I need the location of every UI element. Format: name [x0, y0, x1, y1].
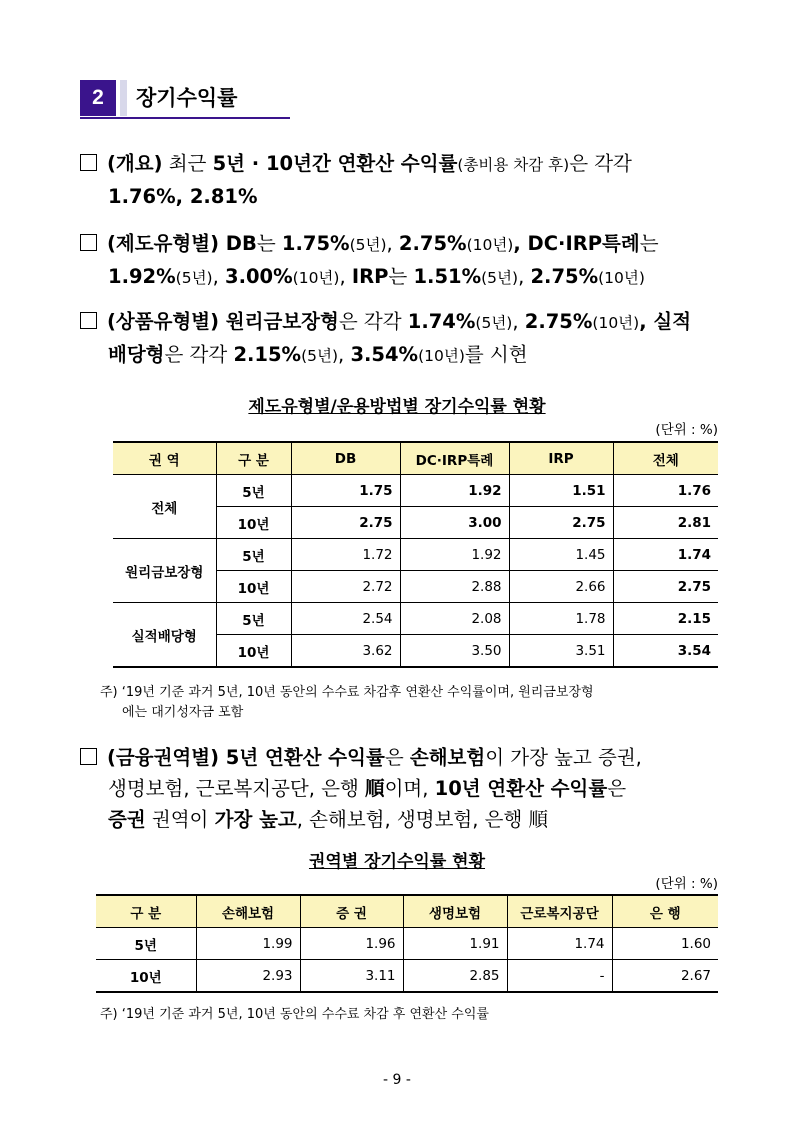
table-row: [96, 928, 718, 960]
bullet-text: 최근: [162, 152, 213, 175]
value-cell: 3.00: [400, 507, 509, 539]
value-cell: 3.11: [300, 960, 403, 993]
bullet-bold: 順: [365, 777, 385, 800]
table-header-cell: 증 권: [300, 895, 403, 928]
table1-title: 제도유형별/운용방법별 장기수익률 현황: [248, 397, 546, 417]
irp-label: IRP: [351, 265, 389, 288]
value-cell: 1.76: [613, 475, 718, 507]
value-cell: 1.92: [400, 539, 509, 571]
bullet-text: 를 시현: [464, 343, 528, 366]
table-row: [113, 603, 718, 635]
table-header-cell: DC·IRP특례: [400, 442, 509, 475]
group-label: 원리금보장형: [113, 539, 216, 603]
db-5y: 1.75%: [281, 232, 350, 255]
irp-10y: 2.75%: [530, 265, 599, 288]
value-cell: 2.81: [613, 507, 718, 539]
bullet-bold: 5년 · 10년간 연환산 수익률: [212, 152, 458, 175]
period-cell: 5년: [96, 928, 196, 960]
value-cell: 2.88: [400, 571, 509, 603]
value-cell: 3.62: [291, 635, 400, 668]
value-cell: 1.75: [291, 475, 400, 507]
value-cell: 1.78: [509, 603, 613, 635]
bullet-text: 권역이: [145, 808, 215, 831]
period-cell: 10년: [216, 635, 291, 668]
value-cell: 1.92: [400, 475, 509, 507]
table-header-cell: 생명보험: [403, 895, 507, 928]
bullet-bold: 가장 높고: [214, 808, 297, 831]
table-row: [113, 539, 718, 571]
bullet-text: 는: [388, 265, 414, 288]
bullet-text: 이 가장 높고 증권,: [485, 746, 642, 769]
table1-footnote: [100, 683, 730, 723]
period-5y: (5년): [475, 314, 513, 332]
bullet-text: 이며,: [384, 777, 435, 800]
table-header-cell: 은 행: [612, 895, 718, 928]
comma: ,: [518, 265, 531, 288]
checkbox-bullet-icon: [80, 312, 97, 329]
bullet-small: (총비용 차감 후): [457, 156, 570, 174]
value-cell: 1.74: [507, 928, 612, 960]
comma: ,: [338, 343, 351, 366]
bullet-by-product-type: [80, 306, 720, 372]
checkbox-bullet-icon: [80, 748, 97, 765]
table2-title: 권역별 장기수익률 현황: [308, 852, 486, 872]
table-sector-returns: [96, 894, 718, 993]
bullet-text: 은 각각: [569, 152, 632, 175]
value-cell: 3.51: [509, 635, 613, 668]
section-title: 장기수익률: [136, 86, 238, 110]
guaranteed-5y: 1.74%: [407, 310, 476, 333]
table-plan-type-returns: [113, 441, 718, 668]
bullet-text: 은 각각: [338, 310, 408, 333]
table2-footnote: 주) ‘19년 기준 과거 5년, 10년 동안의 수수료 차감 후 연환산 수익률: [100, 1007, 489, 1022]
value-cell: 2.72: [291, 571, 400, 603]
comma: ,: [339, 265, 352, 288]
value-cell: 2.75: [613, 571, 718, 603]
table-header-cell: 손해보험: [196, 895, 300, 928]
bullet-by-plan-type: [80, 228, 720, 294]
table-header-cell: 근로복지공단: [507, 895, 612, 928]
bullet-text: 는: [639, 232, 659, 255]
group-label: 전체: [113, 475, 216, 539]
period-5y: (5년): [349, 236, 387, 254]
value-cell: 2.08: [400, 603, 509, 635]
period-10y: (10년): [592, 314, 640, 332]
bullet-text: 은: [384, 746, 410, 769]
guaranteed-label: 원리금보장형: [219, 310, 339, 333]
value-cell: 2.93: [196, 960, 300, 993]
value-cell: 1.91: [403, 928, 507, 960]
table-header-cell: 전체: [613, 442, 718, 475]
period-cell: 10년: [216, 571, 291, 603]
value-cell: 1.51: [509, 475, 613, 507]
table-row: [96, 960, 718, 993]
group-label: 실적배당형: [113, 603, 216, 668]
bullet-bold: 증권: [108, 808, 146, 831]
performance-label-2: 배당형: [108, 343, 165, 366]
bullet-text: 는: [256, 232, 282, 255]
bullet-head: (개요): [107, 152, 163, 175]
bullet-by-sector: [80, 742, 720, 835]
value-cell: 2.85: [403, 960, 507, 993]
table2-unit: (단위 : %): [655, 876, 718, 892]
period-5y: (5년): [301, 347, 339, 365]
period-10y: (10년): [292, 269, 340, 287]
dc-10y: 3.00%: [225, 265, 293, 288]
period-10y: (10년): [598, 269, 645, 287]
section-divider: [120, 80, 127, 116]
performance-10y: 3.54%: [350, 343, 419, 366]
value-cell: 1.74: [613, 539, 718, 571]
checkbox-bullet-icon: [80, 234, 97, 251]
period-5y: (5년): [481, 269, 519, 287]
value-cell: 1.99: [196, 928, 300, 960]
bullet-bold: 손해보험: [409, 746, 486, 769]
section-number: 2: [80, 80, 116, 116]
bullet-text: 은 각각: [164, 343, 234, 366]
bullet-overview: [80, 148, 720, 212]
value-cell: 2.15: [613, 603, 718, 635]
comma: ,: [212, 265, 225, 288]
bullet-line2: 1.76%, 2.81%: [108, 185, 258, 208]
bullet-head: (상품유형별): [107, 310, 220, 333]
bullet-text: 은: [607, 777, 627, 800]
value-cell: 2.75: [291, 507, 400, 539]
bullet-bold: 5년 연환산 수익률: [219, 746, 385, 769]
table-row: [113, 475, 718, 507]
performance-label: , 실적: [639, 310, 692, 333]
period-5y: (5년): [175, 269, 213, 287]
value-cell: 3.54: [613, 635, 718, 668]
table-header-cell: IRP: [509, 442, 613, 475]
comma: ,: [386, 232, 399, 255]
table-header-row: [96, 895, 718, 928]
value-cell: 2.66: [509, 571, 613, 603]
value-cell: 2.54: [291, 603, 400, 635]
table-header-cell: 구 분: [216, 442, 291, 475]
bullet-head: (금융권역별): [107, 746, 220, 769]
period-cell: 5년: [216, 603, 291, 635]
bullet-bold: 10년 연환산 수익률: [434, 777, 608, 800]
value-cell: 3.50: [400, 635, 509, 668]
irp-5y: 1.51%: [413, 265, 482, 288]
period-cell: 10년: [96, 960, 196, 993]
period-10y: (10년): [418, 347, 465, 365]
table-header-cell: 권 역: [113, 442, 216, 475]
dc-5y: 1.92%: [108, 265, 176, 288]
db-10y: 2.75%: [398, 232, 467, 255]
value-cell: 1.45: [509, 539, 613, 571]
value-cell: 1.96: [300, 928, 403, 960]
page-number: - 9 -: [383, 1072, 411, 1088]
bullet-text: 생명보험, 근로복지공단, 은행: [108, 777, 366, 800]
value-cell: 1.72: [291, 539, 400, 571]
section-header: [80, 80, 290, 116]
value-cell: 1.60: [612, 928, 718, 960]
db-label: DB: [219, 232, 257, 255]
table-header-cell: 구 분: [96, 895, 196, 928]
guaranteed-10y: 2.75%: [524, 310, 593, 333]
bullet-text: , 손해보험, 생명보험, 은행 順: [296, 808, 549, 831]
dc-label: , DC·IRP특례: [513, 232, 640, 255]
period-cell: 5년: [216, 475, 291, 507]
bullet-head: (제도유형별): [107, 232, 220, 255]
period-cell: 10년: [216, 507, 291, 539]
table-header-row: [113, 442, 718, 475]
section-underline: [80, 117, 290, 119]
value-cell: 2.67: [612, 960, 718, 993]
table1-unit: (단위 : %): [655, 422, 718, 438]
footnote-line: 주) ‘19년 기준 과거 5년, 10년 동안의 수수료 차감후 연환산 수익률이며, 원리금보장형: [100, 685, 594, 700]
performance-5y: 2.15%: [233, 343, 302, 366]
value-cell: 2.75: [509, 507, 613, 539]
footnote-line: 에는 대기성자금 포함: [122, 705, 244, 720]
period-10y: (10년): [466, 236, 514, 254]
table-header-cell: DB: [291, 442, 400, 475]
value-cell: -: [507, 960, 612, 993]
period-cell: 5년: [216, 539, 291, 571]
comma: ,: [512, 310, 525, 333]
checkbox-bullet-icon: [80, 154, 97, 171]
